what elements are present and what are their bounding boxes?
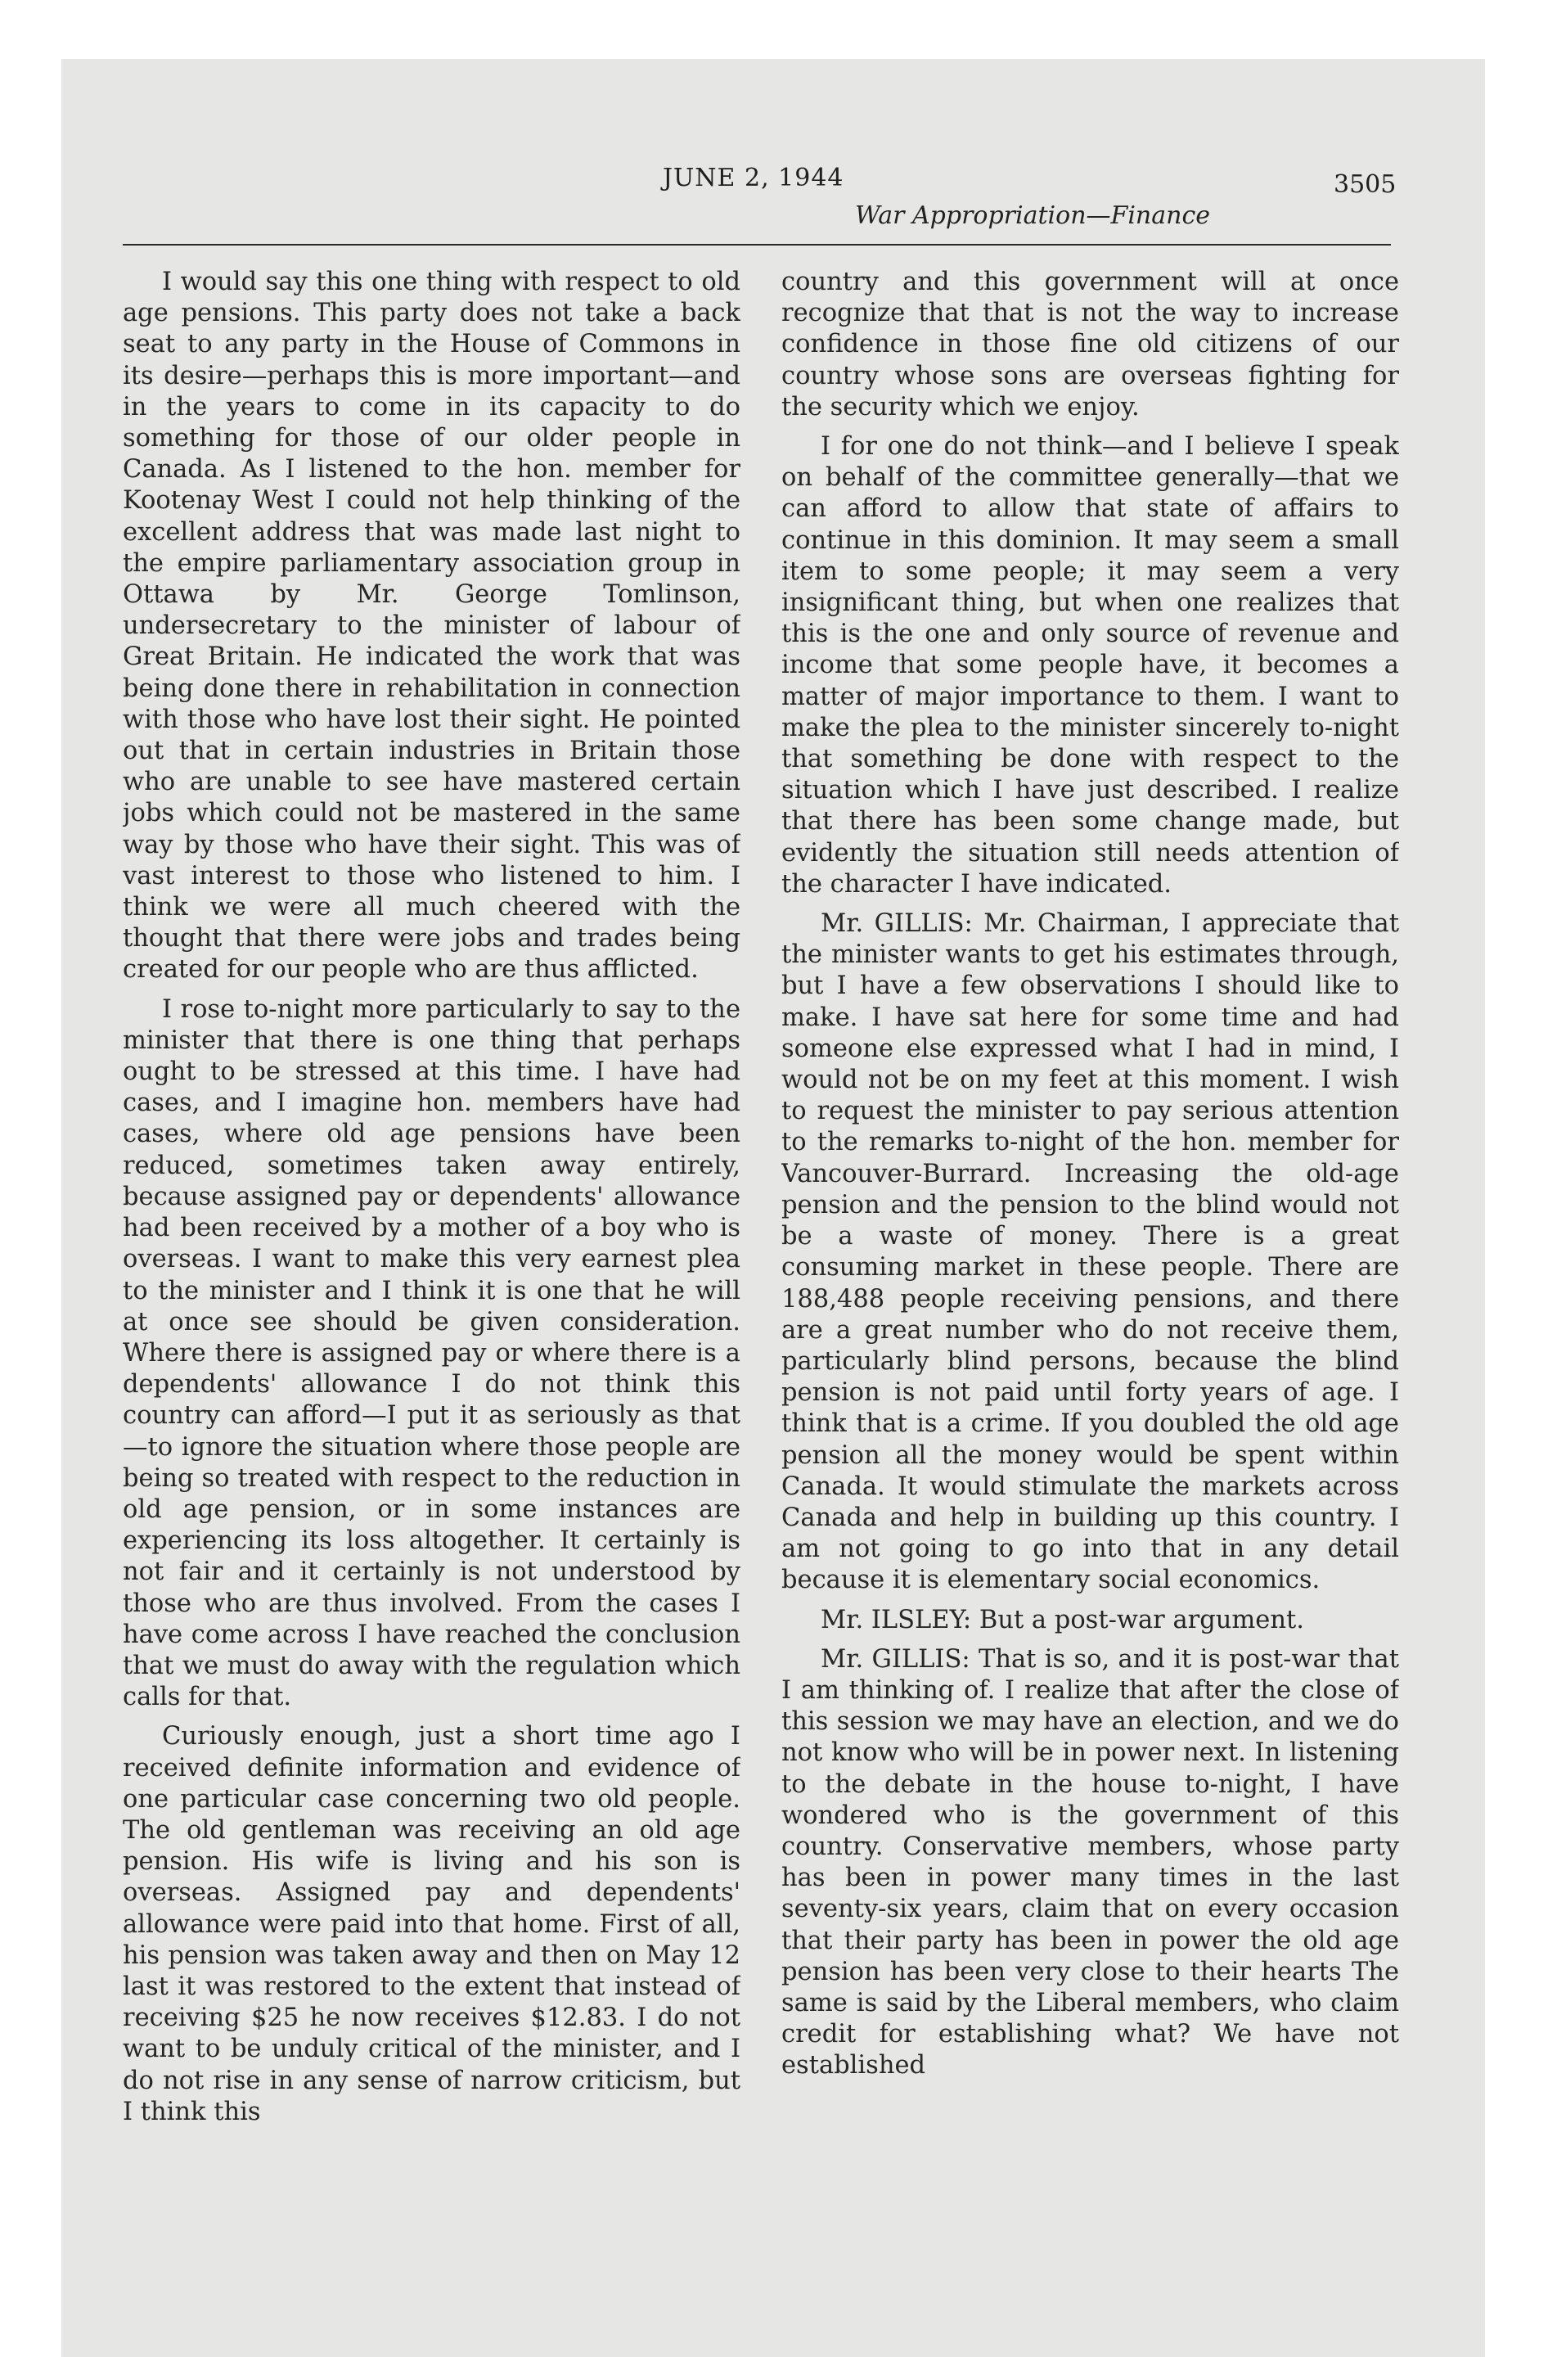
paragraph: I for one do not think—and I believe I speak on behalf of the committee generally—that we can afford to allow that state of affairs to continue in this dominion. It may seem a small item to some people; it may seem a very insignificant thing, but when one realizes that this is the one and only source of revenue and income that some people have, it becomes a matter of major importance to them. I want to make the plea to the minister sincerely to-night that something be done with respect to the situation which I have just described. I realize that there has been some change made, but evidently the situation still needs attention of the character I have indicated. [781, 432, 1399, 899]
paragraph: country and this government will at once recognize that that is not the way to increase confidence in those fine old citizens of our country whose sons are overseas fighting for the security which we enjoy. [781, 268, 1399, 421]
right-column [781, 267, 1399, 2288]
header-page-number: 3505 [1334, 170, 1397, 199]
paragraph: Mr. GILLIS: Mr. Chairman, I appreciate that the minister wants to get his estimates through, but I have a few observations I should like to make. I have sat here for some time and had someone else expressed what I had in mind, I would not be on my feet at this moment. I wish to request the minister to pay serious attention to the remarks to-night of the hon. member for Vancouver-Burrard. Increasing the old-age pension and the pension to the blind would not be a waste of money. There is a great consuming market in these people. There are 188,488 people receiving pensions, and there are a great number who do not receive them, particularly blind persons, because the blind pension is not paid until forty years of age. I think that is a crime. If you doubled the old age pension all the money would be spent within Canada. It would stimulate the markets across Canada and help in building up this country. I am not going to go into that in any detail because it is elementary social economics. [781, 909, 1399, 1595]
paragraph: Mr. GILLIS: That is so, and it is post-war that I am thinking of. I realize that after the close of this session we may have an election, and we do not know who will be in power next. In listening to the debate in the house to-night, I have wondered who is the government of this country. Conservative members, whose party has been in power many times in the last seventy-six years, claim that on every occasion that their party has been in power the old age pension has been very close to their hearts The same is said by the Liberal members, who claim credit for establishing what? We have not established [781, 1644, 1399, 2080]
paragraph: Curiously enough, just a short time ago I received definite information and evidence of one particular case concerning two old people. The old gentleman was receiving an old age pension. His wife is living and his son is overseas. Assigned pay and dependents' allowance were paid into that home. First of all, his pension was taken away and then on May 12 last it was restored to the extent that instead of receiving $25 he now receives $12.83. I do not want to be unduly critical of the minister, and I do not rise in any sense of narrow criticism, but I think this [123, 1722, 740, 2126]
left-column [123, 267, 740, 2288]
header-date: JUNE 2, 1944 [663, 164, 844, 192]
paragraph: I rose to-night more particularly to say to the minister that there is one thing that perhaps ought to be stressed at this time. I have had cases, and I imagine hon. members have had cases, where old age pensions have been reduced, sometimes taken away entirely, because assigned pay or dependents' allowance had been received by a mother of a boy who is overseas. I want to make this very earnest plea to the minister and I think it is one that he will at once see should be given consideration. Where there is assigned pay or where there is a dependents' allowance I do not think this country can afford—I put it as seriously as that—to ignore the situation where those people are being so treated with respect to the reduction in old age pension, or in some instances are experiencing its loss altogether. It certainly is not fair and it certainly is not understood by those who are thus involved. From the cases I have come across I have reached the conclusion that we must do away with the regulation which calls for that. [123, 994, 740, 1712]
header-section-title: War Appropriation—Finance [855, 201, 1211, 230]
paragraph: I would say this one thing with respect to old age pensions. This party does not take a back seat to any party in the House of Commons in its desire—perhaps this is more important—and in the years to come in its capacity to do something for those of our older people in Canada. As I listened to the hon. member for Kootenay West I could not help thinking of the excellent address that was made last night to the empire parliamentary association group in Ottawa by Mr. George Tomlinson, undersecretary to the minister of labour of Great Britain. He indicated the work that was being done there in rehabilitation in connection with those who have lost their sight. He pointed out that in certain industries in Britain those who are unable to see have mastered certain jobs which could not be mastered in the same way by those who have their sight. This was of vast interest to those who listened to him. I think we were all much cheered with the thought that there were jobs and trades being created for our people who are thus afflicted. [123, 268, 740, 985]
header-rule [123, 244, 1391, 246]
paragraph: Mr. ILSLEY: But a post-war argument. [821, 1605, 1304, 1634]
